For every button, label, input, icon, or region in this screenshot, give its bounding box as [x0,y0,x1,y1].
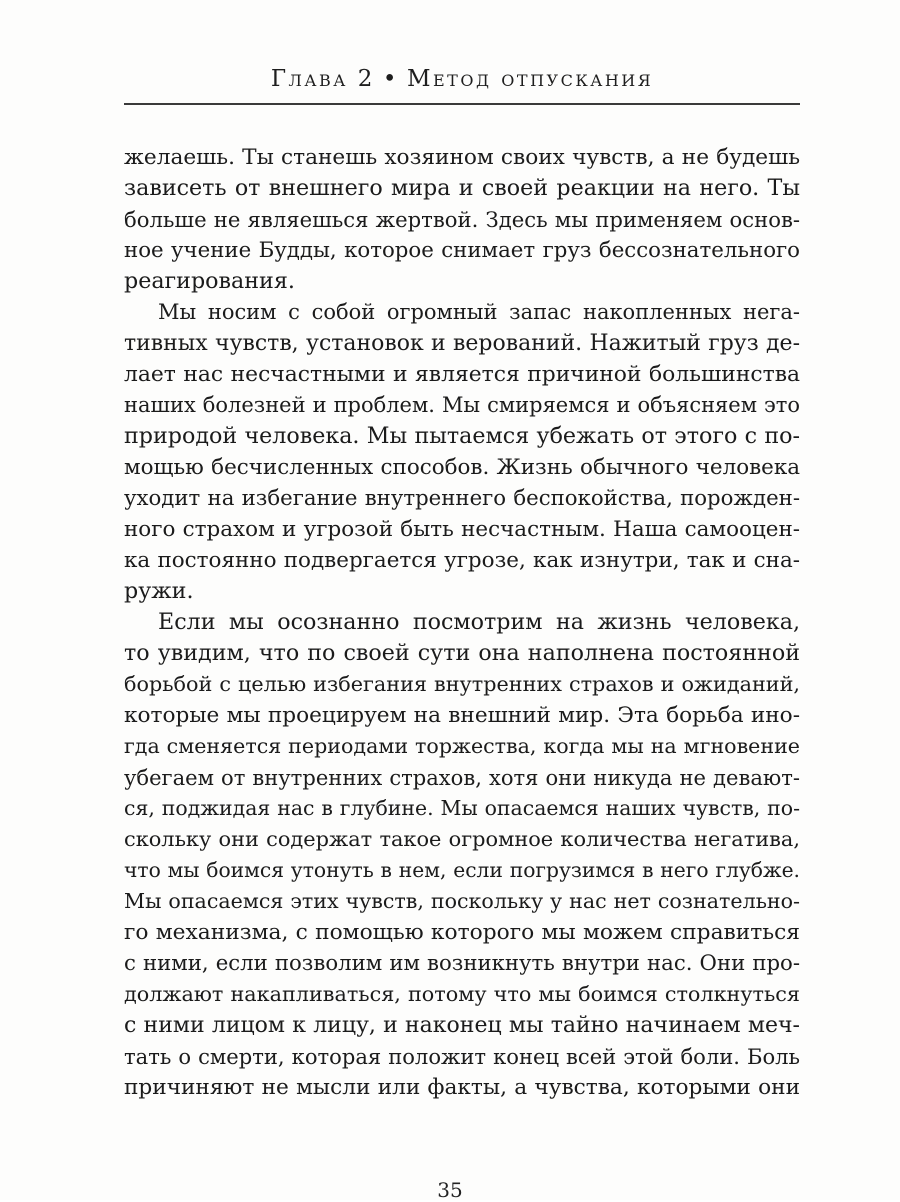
text-line: уходит на избегание внутреннего беспокойства, порожден- [124,486,800,511]
text-line: Мы опасаемся этих чувств, поскольку у нас нет сознательно- [124,889,800,913]
text-line: го механизма, с помощью которого мы можем справиться [124,920,800,945]
text-line: зависеть от внешнего мира и своей реакции на него. Ты [124,175,800,201]
text-line: лает нас несчастными и является причиной большинства [124,362,800,387]
text-line: наших болезней и проблем. Мы смиряемся и объясняем это [124,393,800,417]
text-line: ся, поджидая нас в глубине. Мы опасаемся наших чувств, по- [124,796,800,820]
text-line: которые мы проецируем на внешний мир. Эта борьба ино- [124,703,800,728]
text-line: с ними лицом к лицу, и наконец мы тайно начинаем меч- [124,1013,800,1038]
running-header [124,66,800,92]
chapter-title: Метод отпускания [406,66,654,92]
header-rule [124,103,800,105]
text-line: ка постоянно подвергается угрозе, как изнутри, так и сна- [124,548,800,573]
paragraph-first-line: Если мы осознанно посмотрим на жизнь человека, [158,609,800,635]
text-line: с ними, если позволим им возникнуть внутри нас. Они про- [124,951,800,976]
text-line: ружи. [124,578,194,604]
text-line: борьбой с целью избегания внутренних страхов и ожиданий, [124,672,800,696]
text-line: то увидим, что по своей сути она наполнена постоянной [124,640,800,666]
header-separator: • [382,66,399,92]
text-line: что мы боимся утонуть в нем, если погрузимся в него глубже. [124,858,800,882]
text-line: желаешь. Ты станешь хозяином своих чувств, а не будешь [124,145,800,170]
text-line: тать о смерти, которая положит конец всей этой боли. Боль [124,1044,800,1069]
text-line: должают накапливаться, потому что мы боимся столкнуться [124,982,800,1006]
text-line: скольку они содержат такое огромное количества негатива, [124,827,800,851]
text-line: причиняют не мысли или факты, а чувства, которыми они [124,1075,800,1100]
body-text [124,142,800,1103]
text-line: гда сменяется периодами торжества, когда мы на мгновение [124,734,800,758]
text-line: мощью бесчисленных способов. Жизнь обычного человека [124,455,800,480]
text-line: природой человека. Мы пытаемся убежать от этого с по- [124,423,800,449]
text-line: тивных чувств, установок и верований. Нажитый груз де- [124,331,800,356]
text-line: ного страхом и угрозой быть несчастным. Наша самооцен- [124,517,800,542]
page-number: 35 [437,1178,463,1202]
text-line: ное учение Будды, которое снимает груз бессознательного [124,238,800,263]
chapter-label: Глава 2 [270,66,375,92]
text-line: больше не являешься жертвой. Здесь мы применяем основ- [124,207,800,232]
text-line: реагирования. [124,268,295,294]
paragraph-first-line: Мы носим с собой огромный запас накопленных нега- [158,300,800,324]
text-line: убегаем от внутренних страхов, хотя они никуда не девают- [124,765,800,790]
